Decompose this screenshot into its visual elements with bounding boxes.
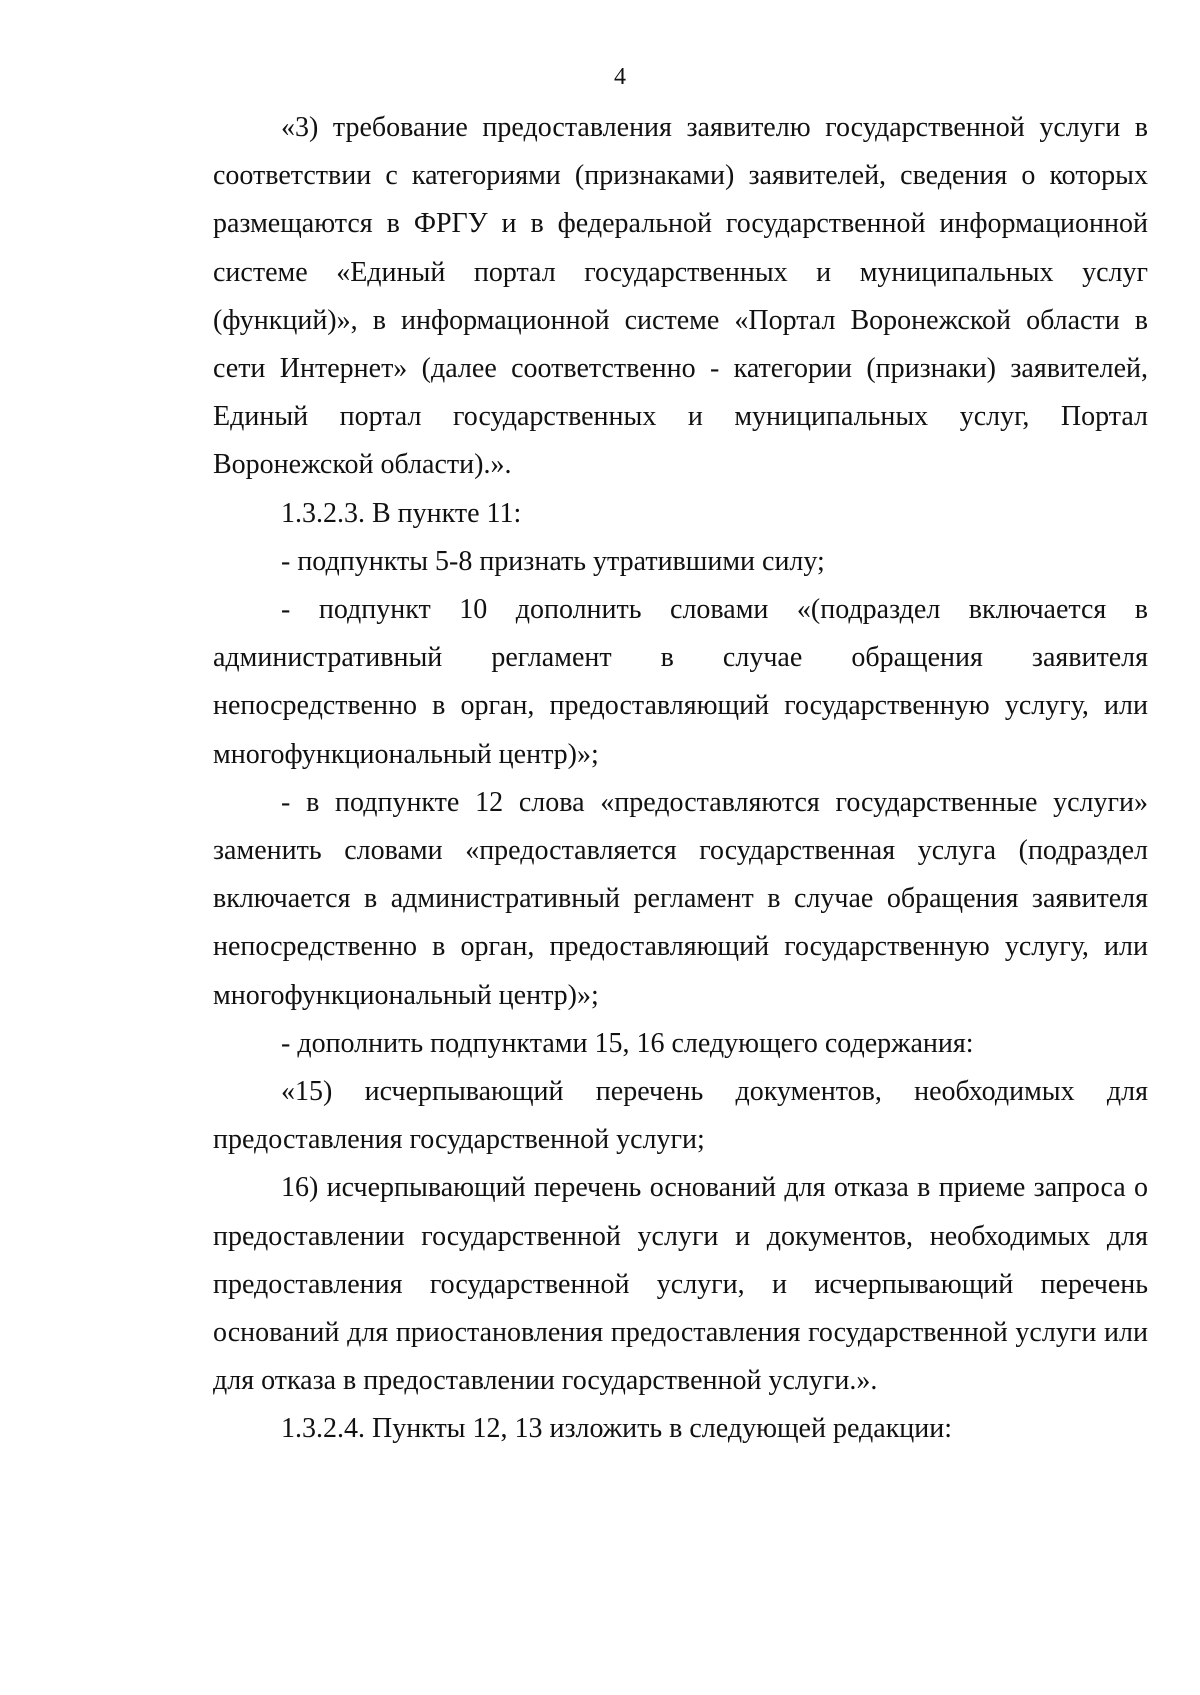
paragraph-item-3-requirement: «3) требование предоставления заявителю государственной услуги в соответствии с категориями (признаками) заявителей, сведения о которых размещаются в ФРГУ и в федеральной государственной информационной системе «Единый портал государственных и муниципальных услуг (функций)», в информационной системе «Портал Воронежской области в сети Интернет» (далее соответственно - категории (признаки) заявителей, Единый портал государственных и муниципальных услуг, Портал Воронежской области).». <box>213 112 1148 481</box>
paragraph-subitem-12: - в подпункте 12 слова «предоставляются государственные услуги» заменить словами «предоставляется государственная услуга (подраздел включается в административный регламент в случае обращения заявителя непосредственно в орган, предоставляющий государственную услугу, или многофункциональный центр)»; <box>213 786 1148 1011</box>
paragraph-subitem-10: - подпункт 10 дополнить словами «(подраздел включается в административный регламент в случае обращения заявителя непосредственно в орган, предоставляющий государственную услугу, или многофункциональный центр)»; <box>213 594 1148 770</box>
paragraph-section-1-3-2-4: 1.3.2.4. Пункты 12, 13 изложить в следующей редакции: <box>281 1413 953 1445</box>
paragraph-subitem-16: 16) исчерпывающий перечень оснований для отказа в приеме запроса о предоставлении государственной услуги и документов, необходимых для предоставления государственной услуги, и исчерпывающий перечень оснований для приостановления предоставления государственной услуги или для отказа в предоставлении государственной услуги.». <box>213 1172 1148 1397</box>
document-body <box>213 104 1148 1454</box>
paragraph-section-1-3-2-3: 1.3.2.3. В пункте 11: <box>281 497 522 529</box>
paragraph-subitems-5-8: - подпункты 5-8 признать утратившими силу; <box>281 545 825 577</box>
paragraph-subitem-15: «15) исчерпывающий перечень документов, необходимых для предоставления государственной услуги; <box>213 1076 1148 1156</box>
paragraph-add-subitems: - дополнить подпунктами 15, 16 следующего содержания: <box>281 1027 974 1059</box>
page-number: 4 <box>614 64 626 90</box>
